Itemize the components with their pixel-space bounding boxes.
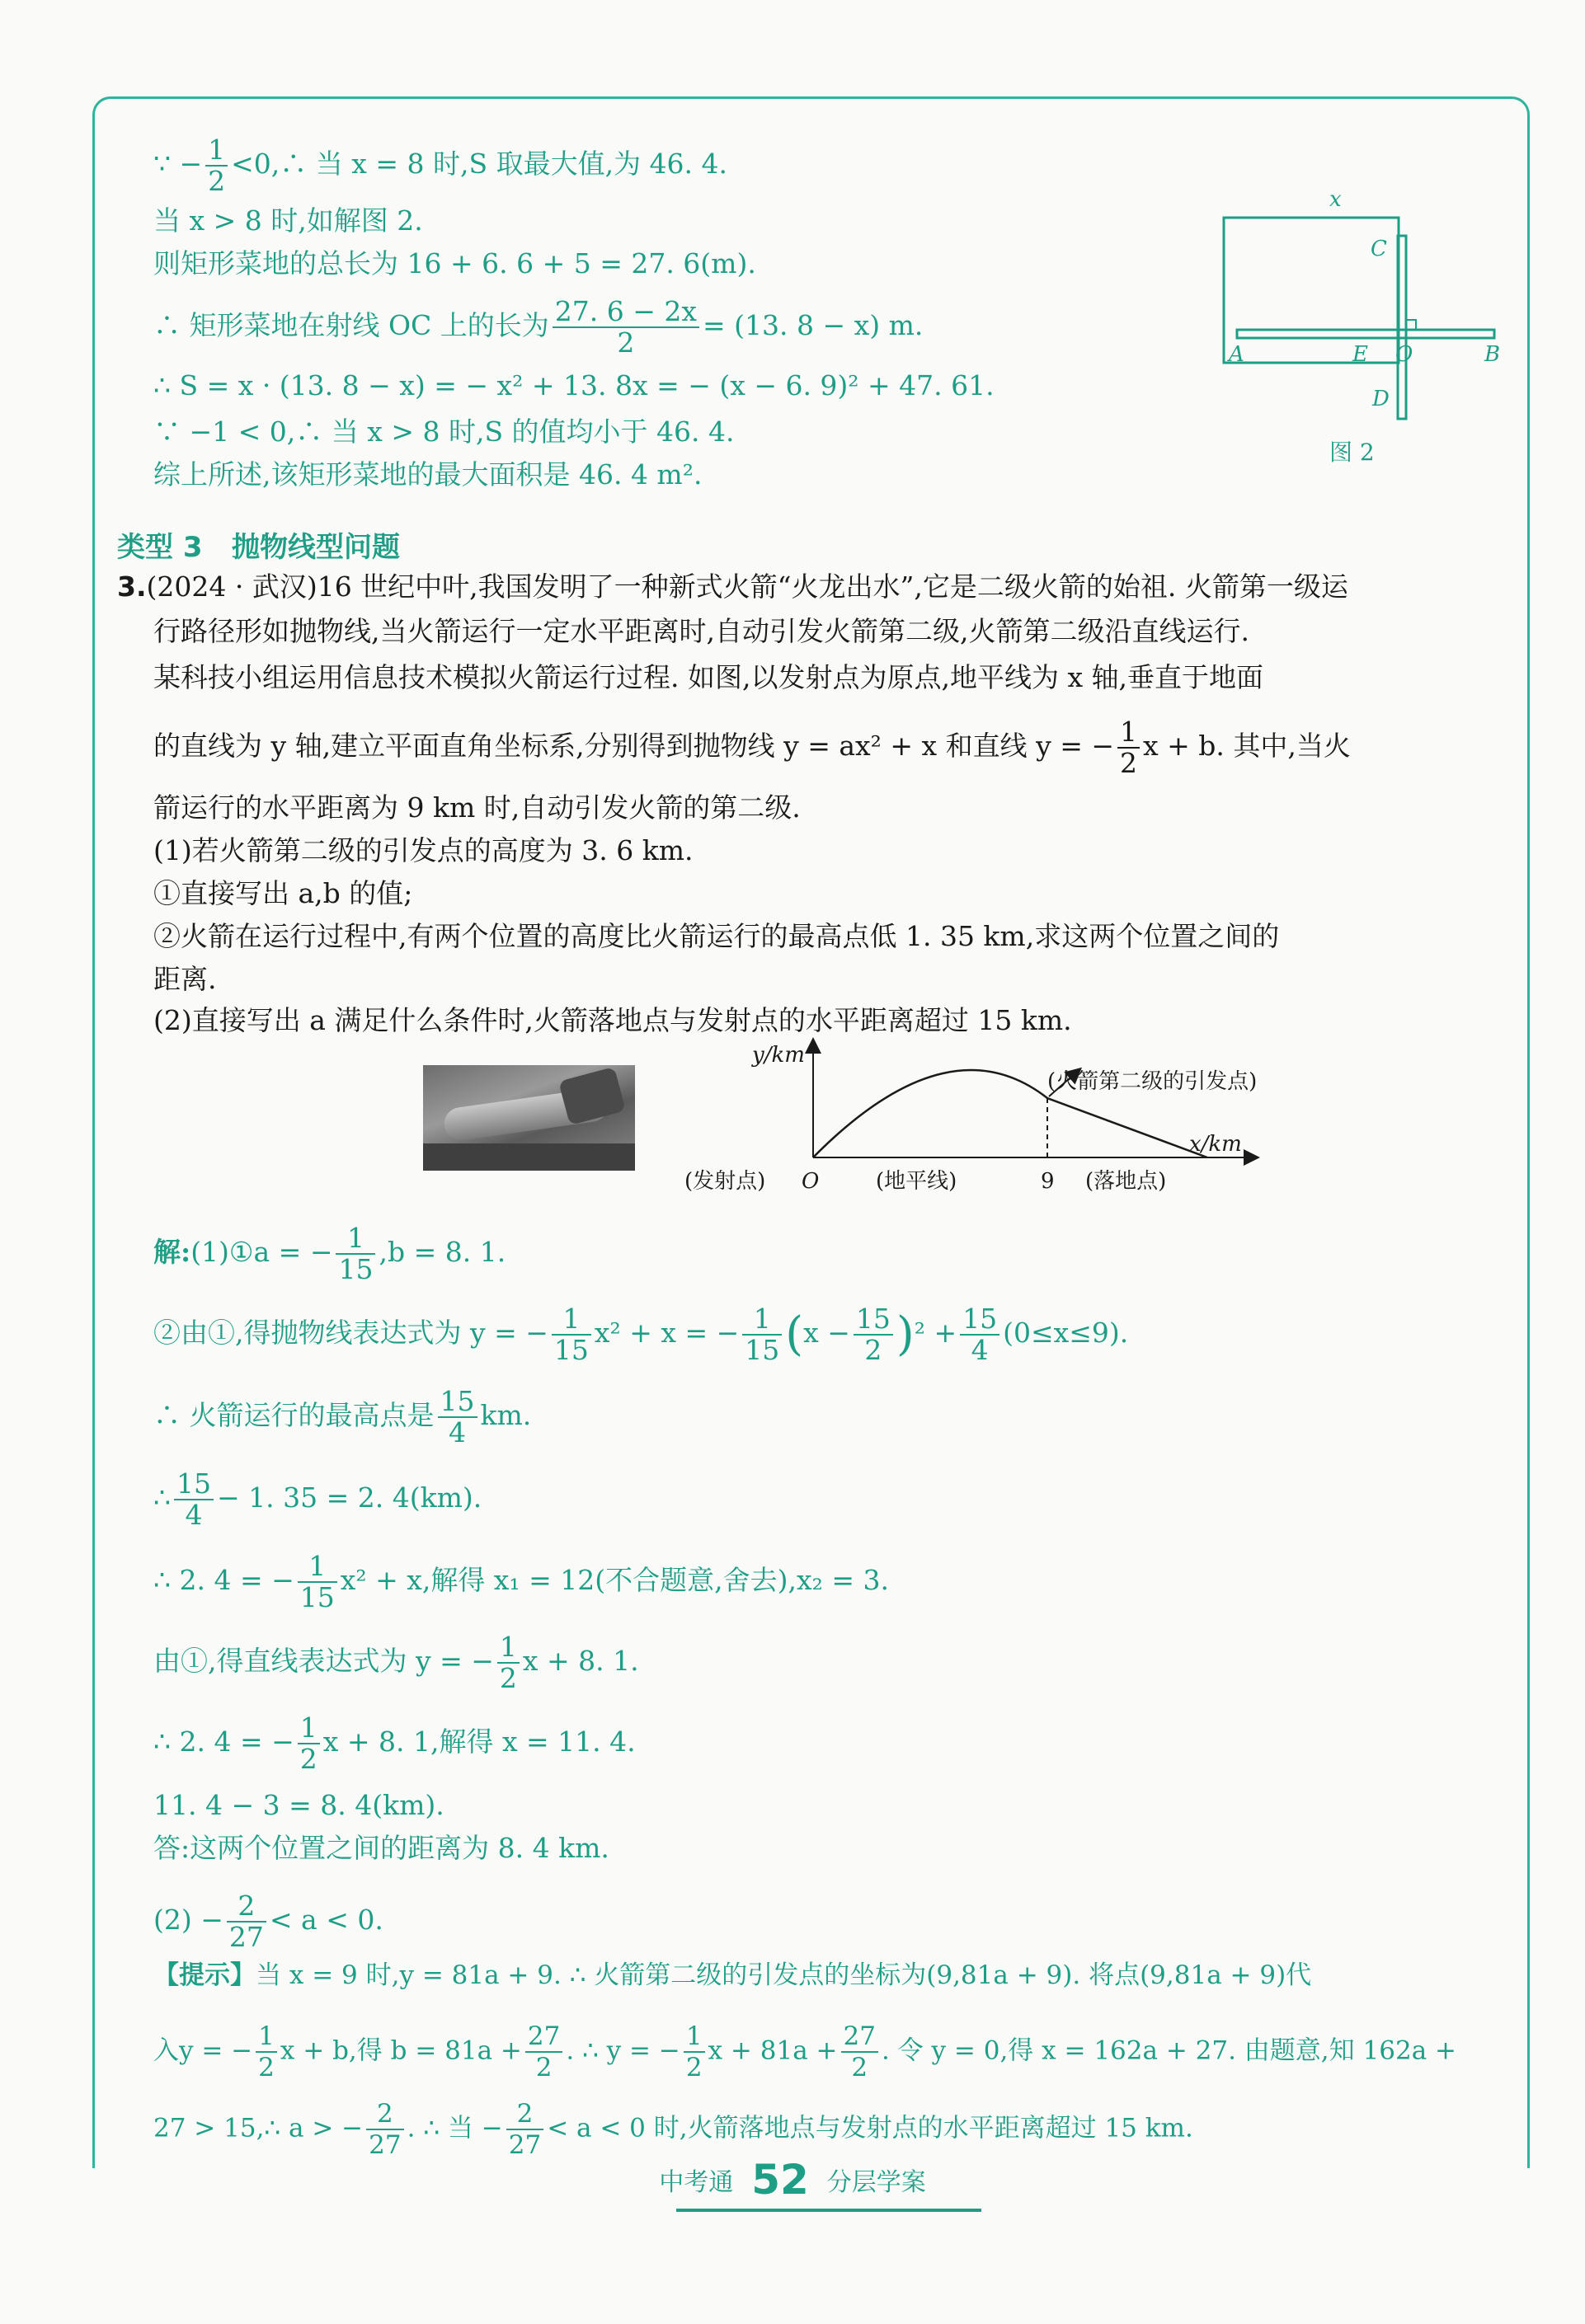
graph-landing-label: (落地点) — [1085, 1169, 1167, 1194]
solution-line-6: 由①,得直线表达式为 y = − $\frac{1}{2}$ x + 8. 1. — [153, 1631, 639, 1694]
hint-line-3: 27 > 15,∴ a > − $\frac{2}{27}$ . ∴ 当 − $\frac{2}{27}$ < a < 0 时,火箭落地点与发射点的水平距离超过 15 km. — [153, 2099, 1193, 2160]
problem-line-2: 行路径形如抛物线,当火箭运行一定水平距离时,自动引发火箭第二级,火箭第二级沿直线运行. — [153, 615, 1249, 647]
figure-2 — [1212, 190, 1526, 486]
question-2: (2)直接写出 a 满足什么条件时,火箭落地点与发射点的水平距离超过 15 km. — [153, 1004, 1072, 1036]
solution-line-8: 11. 4 − 3 = 8. 4(km). — [153, 1789, 444, 1821]
question-1-part-b: ②火箭在运行过程中,有两个位置的高度比火箭运行的最高点低 1. 35 km,求这两个位置之间的 — [153, 920, 1280, 952]
hint-line-1: 【提示】当 x = 9 时,y = 81a + 9. ∴ 火箭第二级的引发点的坐标为(9,81a + 9). 将点(9,81a + 9)代 — [153, 1960, 1312, 1990]
fig2-label-D: D — [1372, 387, 1390, 411]
prev-solution-line-3: 则矩形菜地的总长为 16 + 6. 6 + 5 = 27. 6(m). — [153, 247, 756, 279]
fig2-ray-cd — [1398, 236, 1406, 419]
footer-brand: 中考通 — [659, 2168, 734, 2197]
graph-origin-label: O — [802, 1169, 820, 1194]
fig2-label-A: A — [1229, 342, 1244, 367]
solution-line-1: 解:(1)①a = − $\frac{1}{15}$ ,b = 8. 1. — [153, 1222, 506, 1285]
footer-underline — [676, 2209, 981, 2212]
rocket-photo — [423, 1065, 635, 1171]
section-title: 抛物线型问题 — [232, 531, 401, 564]
section-heading — [117, 529, 400, 566]
fig2-label-E: E — [1352, 342, 1368, 367]
section-type-label: 类型 3 — [117, 531, 203, 564]
solution-line-4: ∴ $\frac{15}{4}$ − 1. 35 = 2. 4(km). — [153, 1467, 482, 1531]
page-number: 52 — [751, 2156, 809, 2204]
graph-x-label: x/km — [1189, 1132, 1242, 1157]
fig2-label-C: C — [1371, 237, 1387, 261]
prev-solution-line-6: ∵ −1 < 0,∴ 当 x > 8 时,S 的值均小于 46. 4. — [153, 416, 735, 448]
solution-line-7: ∴ 2. 4 = − $\frac{1}{2}$ x + 8. 1,解得 x = 11. 4. — [153, 1711, 636, 1775]
question-1-part-b-cont: 距离. — [153, 963, 217, 995]
parabola-path — [813, 1070, 1047, 1157]
solution-line-3: ∴ 火箭运行的最高点是 $\frac{15}{4}$ km. — [153, 1385, 532, 1448]
prev-solution-line-1: ∵ − $\frac{1}{2}$ <0,∴ 当 x = 8 时,S 取最大值,为 46. 4. — [153, 134, 728, 197]
solution-answer: 答:这两个位置之间的距离为 8. 4 km. — [153, 1832, 609, 1864]
fig2-label-x: x — [1329, 190, 1342, 212]
fig2-line-ab — [1237, 330, 1494, 338]
trajectory-graph — [684, 1035, 1278, 1200]
graph-ground-label: (地平线) — [876, 1169, 957, 1194]
prev-solution-line-4: ∴ 矩形菜地在射线 OC 上的长为 $\frac{27. 6 - 2x}{2}$ = (13. 8 − x) m. — [153, 295, 924, 359]
footer-series: 分层学案 — [826, 2168, 926, 2197]
prev-solution-line-2: 当 x > 8 时,如解图 2. — [153, 204, 423, 237]
fig2-label-B: B — [1484, 342, 1501, 367]
problem-line-1: 3.(2024 · 武汉)16 世纪中叶,我国发明了一种新式火箭“火龙出水”,它是二级火箭的始祖. 火箭第一级运 — [117, 570, 1348, 603]
page-footer — [0, 2156, 1585, 2204]
graph-tick-9: 9 — [1041, 1169, 1055, 1194]
fig2-label-O: O — [1395, 342, 1413, 367]
question-1-part-a: ①直接写出 a,b 的值; — [153, 877, 413, 909]
hint-tag: 【提示】 — [153, 1960, 256, 1990]
prev-solution-line-7: 综上所述,该矩形菜地的最大面积是 46. 4 m². — [153, 458, 703, 491]
solution-part-2: (2) − $\frac{2}{27}$ < a < 0. — [153, 1890, 383, 1953]
graph-trigger-label: (火箭第二级的引发点) — [1047, 1069, 1258, 1094]
solution-line-2: ②由①,得抛物线表达式为 y = − $\frac{1}{15}$ x² + x = − $\frac{1}{15}$ (x − $\frac{15}{2}$ )² + $\frac{15}{4}$ (0≤x≤9). — [153, 1303, 1129, 1366]
problem-number: 3. — [117, 570, 147, 603]
hint-line-2: 入y = − $\frac{1}{2}$ x + b,得 b = 81a + $\frac{27}{2}$ . ∴ y = − $\frac{1}{2}$ x + 81a + $\frac{27}{2}$ . 令 y = 0,得 x = 162a + 27. 由题意,知 162a + — [153, 2021, 1456, 2082]
problem-line-4: 的直线为 y 轴,建立平面直角坐标系,分别得到抛物线 y = ax² + x 和直线 y = − $\frac{1}{2}$ x + b. 其中,当火 — [153, 716, 1351, 779]
problem-line-5: 箭运行的水平距离为 9 km 时,自动引发火箭的第二级. — [153, 791, 801, 824]
fig2-caption: 图 2 — [1329, 439, 1375, 466]
fig2-right-angle — [1406, 320, 1416, 330]
question-1: (1)若火箭第二级的引发点的高度为 3. 6 km. — [153, 834, 694, 866]
graph-launch-label: (发射点) — [684, 1169, 766, 1194]
problem-line-3: 某科技小组运用信息技术模拟火箭运行过程. 如图,以发射点为原点,地平线为 x 轴,垂直于地面 — [153, 661, 1264, 693]
second-stage-line — [1047, 1098, 1207, 1157]
solution-line-5: ∴ 2. 4 = − $\frac{1}{15}$ x² + x,解得 x₁ = 12(不合题意,舍去),x₂ = 3. — [153, 1550, 889, 1613]
graph-y-label: y/km — [752, 1043, 805, 1068]
prev-solution-line-5: ∴ S = x · (13. 8 − x) = − x² + 13. 8x = − (x − 6. 9)² + 47. 61. — [153, 369, 995, 401]
